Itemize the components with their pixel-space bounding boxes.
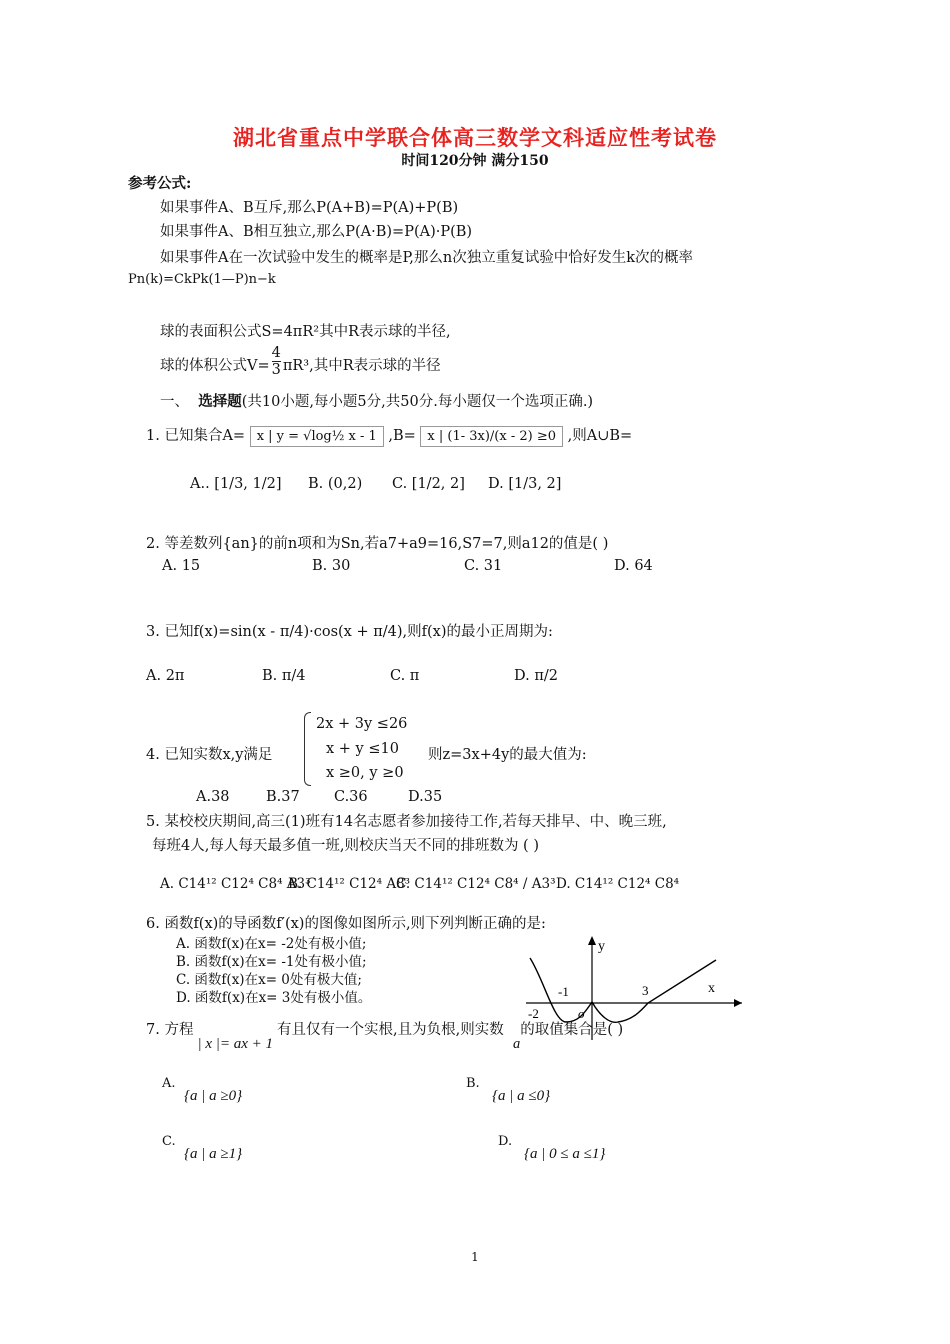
q5-option-c[interactable]: C. C14¹² C12⁴ C8⁴ / A3³ — [396, 876, 556, 892]
q6-option-d[interactable]: D. 函数f(x)在x= 3处有极小值。 — [176, 990, 372, 1006]
x-axis-arrow — [734, 999, 742, 1007]
q7-option-b[interactable]: {a | a ≤0} — [492, 1088, 551, 1104]
graph-x-label: x — [708, 981, 715, 996]
y-axis-arrow — [588, 936, 596, 945]
q7-stem: 7. 方程| x |= ax + 1有且仅有一个实根,且为负根,则实数 a的取值集合是( ) — [146, 1022, 624, 1052]
q5-option-b[interactable]: B. C14¹² C12⁴ A8³ — [288, 876, 411, 892]
graph-origin: o — [578, 1006, 585, 1021]
q2-option-b[interactable]: B. 30 — [312, 558, 351, 574]
section-heading: 一、 选择题(共10小题,每小题5分,共50分.每小题仅一个选项正确.) — [160, 393, 594, 410]
q4-option-c[interactable]: C.36 — [334, 789, 368, 805]
q2-option-d[interactable]: D. 64 — [614, 558, 653, 574]
q7-option-c[interactable]: {a | a ≥1} — [184, 1146, 243, 1162]
q4-option-d[interactable]: D.35 — [408, 789, 443, 805]
q7-equation: | x |= ax + 1 — [197, 1036, 274, 1052]
q7-option-c-label: C. — [162, 1134, 176, 1149]
q5-stem-line2: 每班4人,每人每天最多值一班,则校庆当天不同的排班数为 ( ) — [152, 838, 539, 854]
formula-heading: 参考公式: — [128, 175, 192, 192]
q1-option-a[interactable]: A.. [1/3, 1/2] — [190, 476, 282, 492]
q5-option-d[interactable]: D. C14¹² C12⁴ C8⁴ — [556, 876, 680, 892]
q7-option-d[interactable]: {a | 0 ≤ a ≤1} — [524, 1146, 606, 1162]
q1-option-b[interactable]: B. (0,2) — [308, 476, 363, 492]
formula-independent: 如果事件A、B相互独立,那么P(A·B)=P(A)·P(B) — [160, 224, 473, 240]
q1-set-a: x | y = √log½ x - 1 — [250, 426, 384, 447]
q4-constraint-3: x ≥0, y ≥0 — [326, 765, 404, 781]
q2-option-a[interactable]: A. 15 — [162, 558, 201, 574]
q6-option-c[interactable]: C. 函数f(x)在x= 0处有极大值; — [176, 972, 362, 988]
q1-option-c[interactable]: C. [1/2, 2] — [392, 476, 465, 492]
q7-option-b-label: B. — [466, 1076, 480, 1091]
q6-option-a[interactable]: A. 函数f(x)在x= -2处有极小值; — [176, 936, 367, 952]
graph-tick-neg1: -1 — [558, 984, 569, 999]
q3-option-b[interactable]: B. π/4 — [262, 668, 306, 684]
q3-option-d[interactable]: D. π/2 — [514, 668, 558, 684]
q7-option-d-label: D. — [498, 1134, 513, 1149]
q7-option-a[interactable]: {a | a ≥0} — [184, 1088, 243, 1104]
formula-binomial-text: 如果事件A在一次试验中发生的概率是P,那么n次独立重复试验中恰好发生k次的概率 — [160, 250, 694, 266]
q6-stem: 6. 函数f(x)的导函数f′(x)的图像如图所示,则下列判断正确的是: — [146, 916, 546, 932]
graph-tick-3: 3 — [642, 983, 649, 998]
q3-stem: 3. 已知f(x)=sin(x - π/4)·cos(x + π/4),则f(x)的最小正周期为: — [146, 624, 553, 640]
q4-constraint-1: 2x + 3y ≤26 — [316, 716, 408, 732]
graph-tick-neg2: -2 — [528, 1006, 539, 1021]
q2-stem: 2. 等差数列{an}的前n项和为Sn,若a7+a9=16,S7=7,则a12的值是( ) — [146, 536, 609, 552]
q1-option-d[interactable]: D. [1/3, 2] — [488, 476, 562, 492]
q5-stem-line1: 5. 某校校庆期间,高三(1)班有14名志愿者参加接待工作,若每天排早、中、晚三班, — [146, 814, 667, 830]
q4-stem-b: 则z=3x+4y的最大值为: — [428, 747, 587, 763]
q5-option-a[interactable]: A. C14¹² C12⁴ C8⁴ A3³ — [160, 876, 311, 892]
q1-stem: 1. 已知集合A= x | y = √log½ x - 1 ,B= x | (1- 3x)/(x - 2) ≥0 ,则A∪B= — [146, 424, 632, 445]
formula-sphere-volume: 球的体积公式V= $\frac{4}{3}$ πR³,其中R表示球的半径 — [160, 344, 441, 378]
q4-constraint-2: x + y ≤10 — [326, 741, 399, 757]
q4-option-a[interactable]: A.38 — [196, 789, 230, 805]
q6-option-b[interactable]: B. 函数f(x)在x= -1处有极小值; — [176, 954, 367, 970]
q1-set-b: x | (1- 3x)/(x - 2) ≥0 — [420, 426, 563, 447]
q4-system-brace — [304, 712, 311, 786]
q7-option-a-label: A. — [162, 1076, 176, 1091]
graph-y-label: y — [598, 939, 605, 954]
q4-option-b[interactable]: B.37 — [266, 789, 300, 805]
q4-stem-a: 4. 已知实数x,y满足 — [146, 747, 273, 763]
exam-title: 湖北省重点中学联合体高三数学文科适应性考试卷 — [233, 125, 717, 150]
exam-subtitle: 时间120分钟 满分150 — [401, 153, 549, 169]
formula-binomial: Pn(k)=CkPk(1—P)n−k — [128, 272, 276, 287]
q2-option-c[interactable]: C. 31 — [464, 558, 503, 574]
formula-sphere-area: 球的表面积公式S=4πR²其中R表示球的半径, — [160, 324, 451, 340]
q3-option-c[interactable]: C. π — [390, 668, 420, 684]
formula-mutually-exclusive: 如果事件A、B互斥,那么P(A+B)=P(A)+P(B) — [160, 200, 459, 216]
q3-option-a[interactable]: A. 2π — [146, 668, 185, 684]
page-number: 1 — [471, 1250, 479, 1264]
